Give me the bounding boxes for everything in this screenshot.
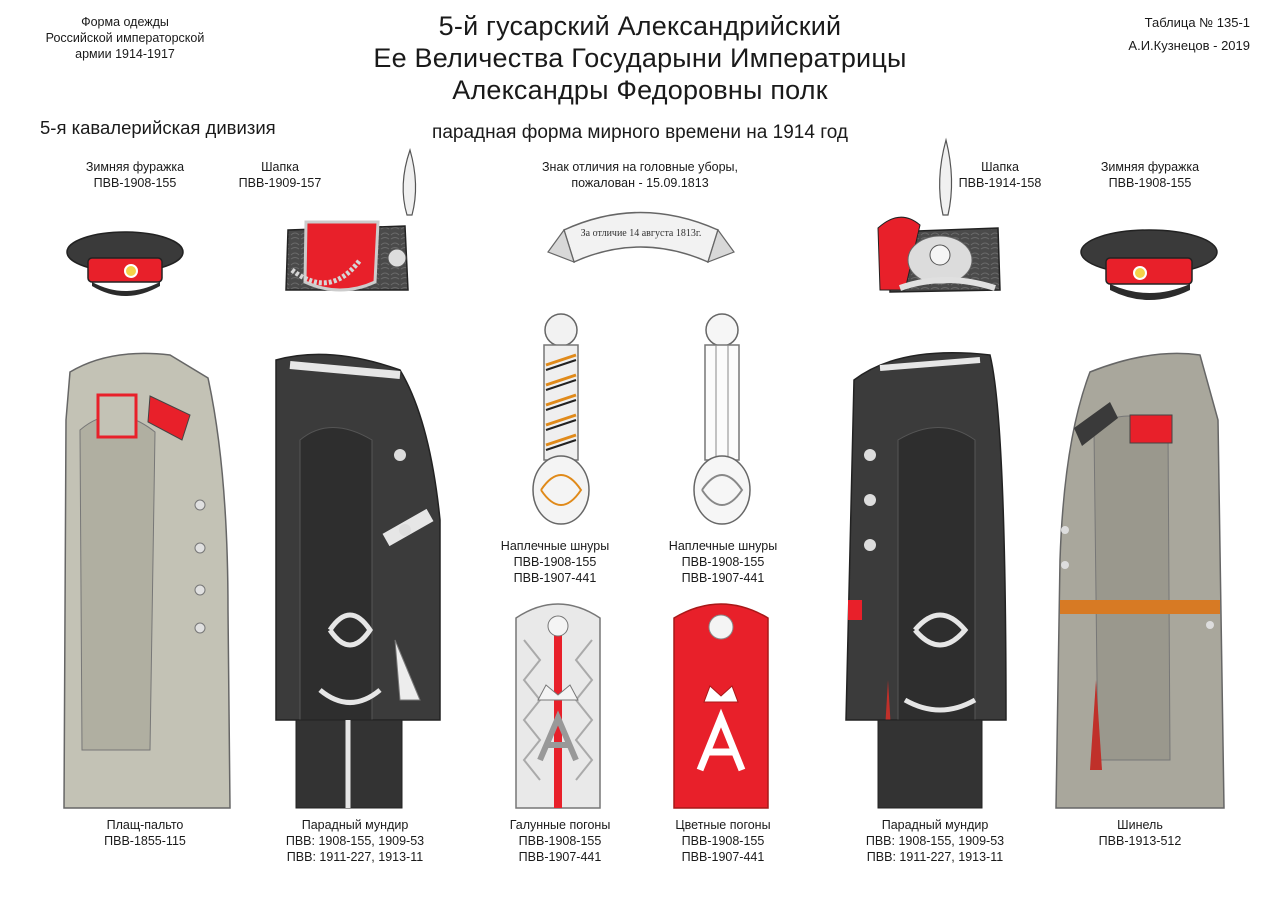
shoulder-cords-right <box>694 314 750 524</box>
dolman-left-figure <box>276 354 440 808</box>
title-line-2: Ее Величества Государыни Императрицы <box>373 43 907 73</box>
colored-shoulder-strap <box>674 604 768 808</box>
badge-ribbon-text: За отличие 14 августа 1813г. <box>580 228 702 239</box>
table-number: Таблица № 135-1 <box>1144 15 1250 30</box>
distinction-badge <box>548 213 734 263</box>
caption-cords-right: Наплечные шнуры ПВВ-1908-155 ПВВ-1907-441 <box>668 539 778 585</box>
caption-dolman-left: Парадный мундир ПВВ: 1908-155, 1909-53 ПВВ: 1911-227, 1913-11 <box>285 818 425 864</box>
galloon-shoulder-strap <box>516 604 600 808</box>
winter-cap-left <box>67 232 183 296</box>
caption-cap-right: Зимняя фуражка ПВВ-1908-155 <box>1100 160 1200 190</box>
caption-badge: Знак отличия на головные уборы, пожалован - 15.09.1813 <box>541 160 739 190</box>
caption-dolman-right: Парадный мундир ПВВ: 1908-155, 1909-53 ПВВ: 1911-227, 1913-11 <box>865 818 1005 864</box>
caption-strap-color: Цветные погоны ПВВ-1908-155 ПВВ-1907-441 <box>675 818 771 864</box>
shako-left <box>286 150 416 290</box>
author-credit: А.И.Кузнецов - 2019 <box>1128 38 1250 53</box>
caption-shako-left: Шапка ПВВ-1909-157 <box>238 160 322 190</box>
caption-strap-galloon: Галунные погоны ПВВ-1908-155 ПВВ-1907-441 <box>509 818 611 864</box>
coat-figure <box>64 353 230 808</box>
caption-coat: Плащ-пальто ПВВ-1855-115 <box>104 818 186 848</box>
winter-cap-right <box>1081 230 1217 300</box>
caption-shako-right: Шапка ПВВ-1914-158 <box>958 160 1042 190</box>
page-subtitle: парадная форма мирного времени на 1914 год <box>432 122 848 143</box>
title-line-3: Александры Федоровны полк <box>452 75 828 105</box>
dolman-right-figure <box>846 353 1006 808</box>
title-line-1: 5-й гусарский Александрийский <box>438 11 842 41</box>
series-note: Форма одежды Российской императорской армии 1914-1917 <box>45 15 205 61</box>
greatcoat-figure <box>1056 353 1224 808</box>
caption-cords-left: Наплечные шнуры ПВВ-1908-155 ПВВ-1907-441 <box>500 539 610 585</box>
shoulder-cords-left <box>533 314 589 524</box>
caption-cap-left: Зимняя фуражка ПВВ-1908-155 <box>85 160 185 190</box>
division-label: 5-я кавалерийская дивизия <box>40 117 276 138</box>
caption-greatcoat: Шинель ПВВ-1913-512 <box>1098 818 1182 848</box>
shako-right <box>878 140 1000 292</box>
